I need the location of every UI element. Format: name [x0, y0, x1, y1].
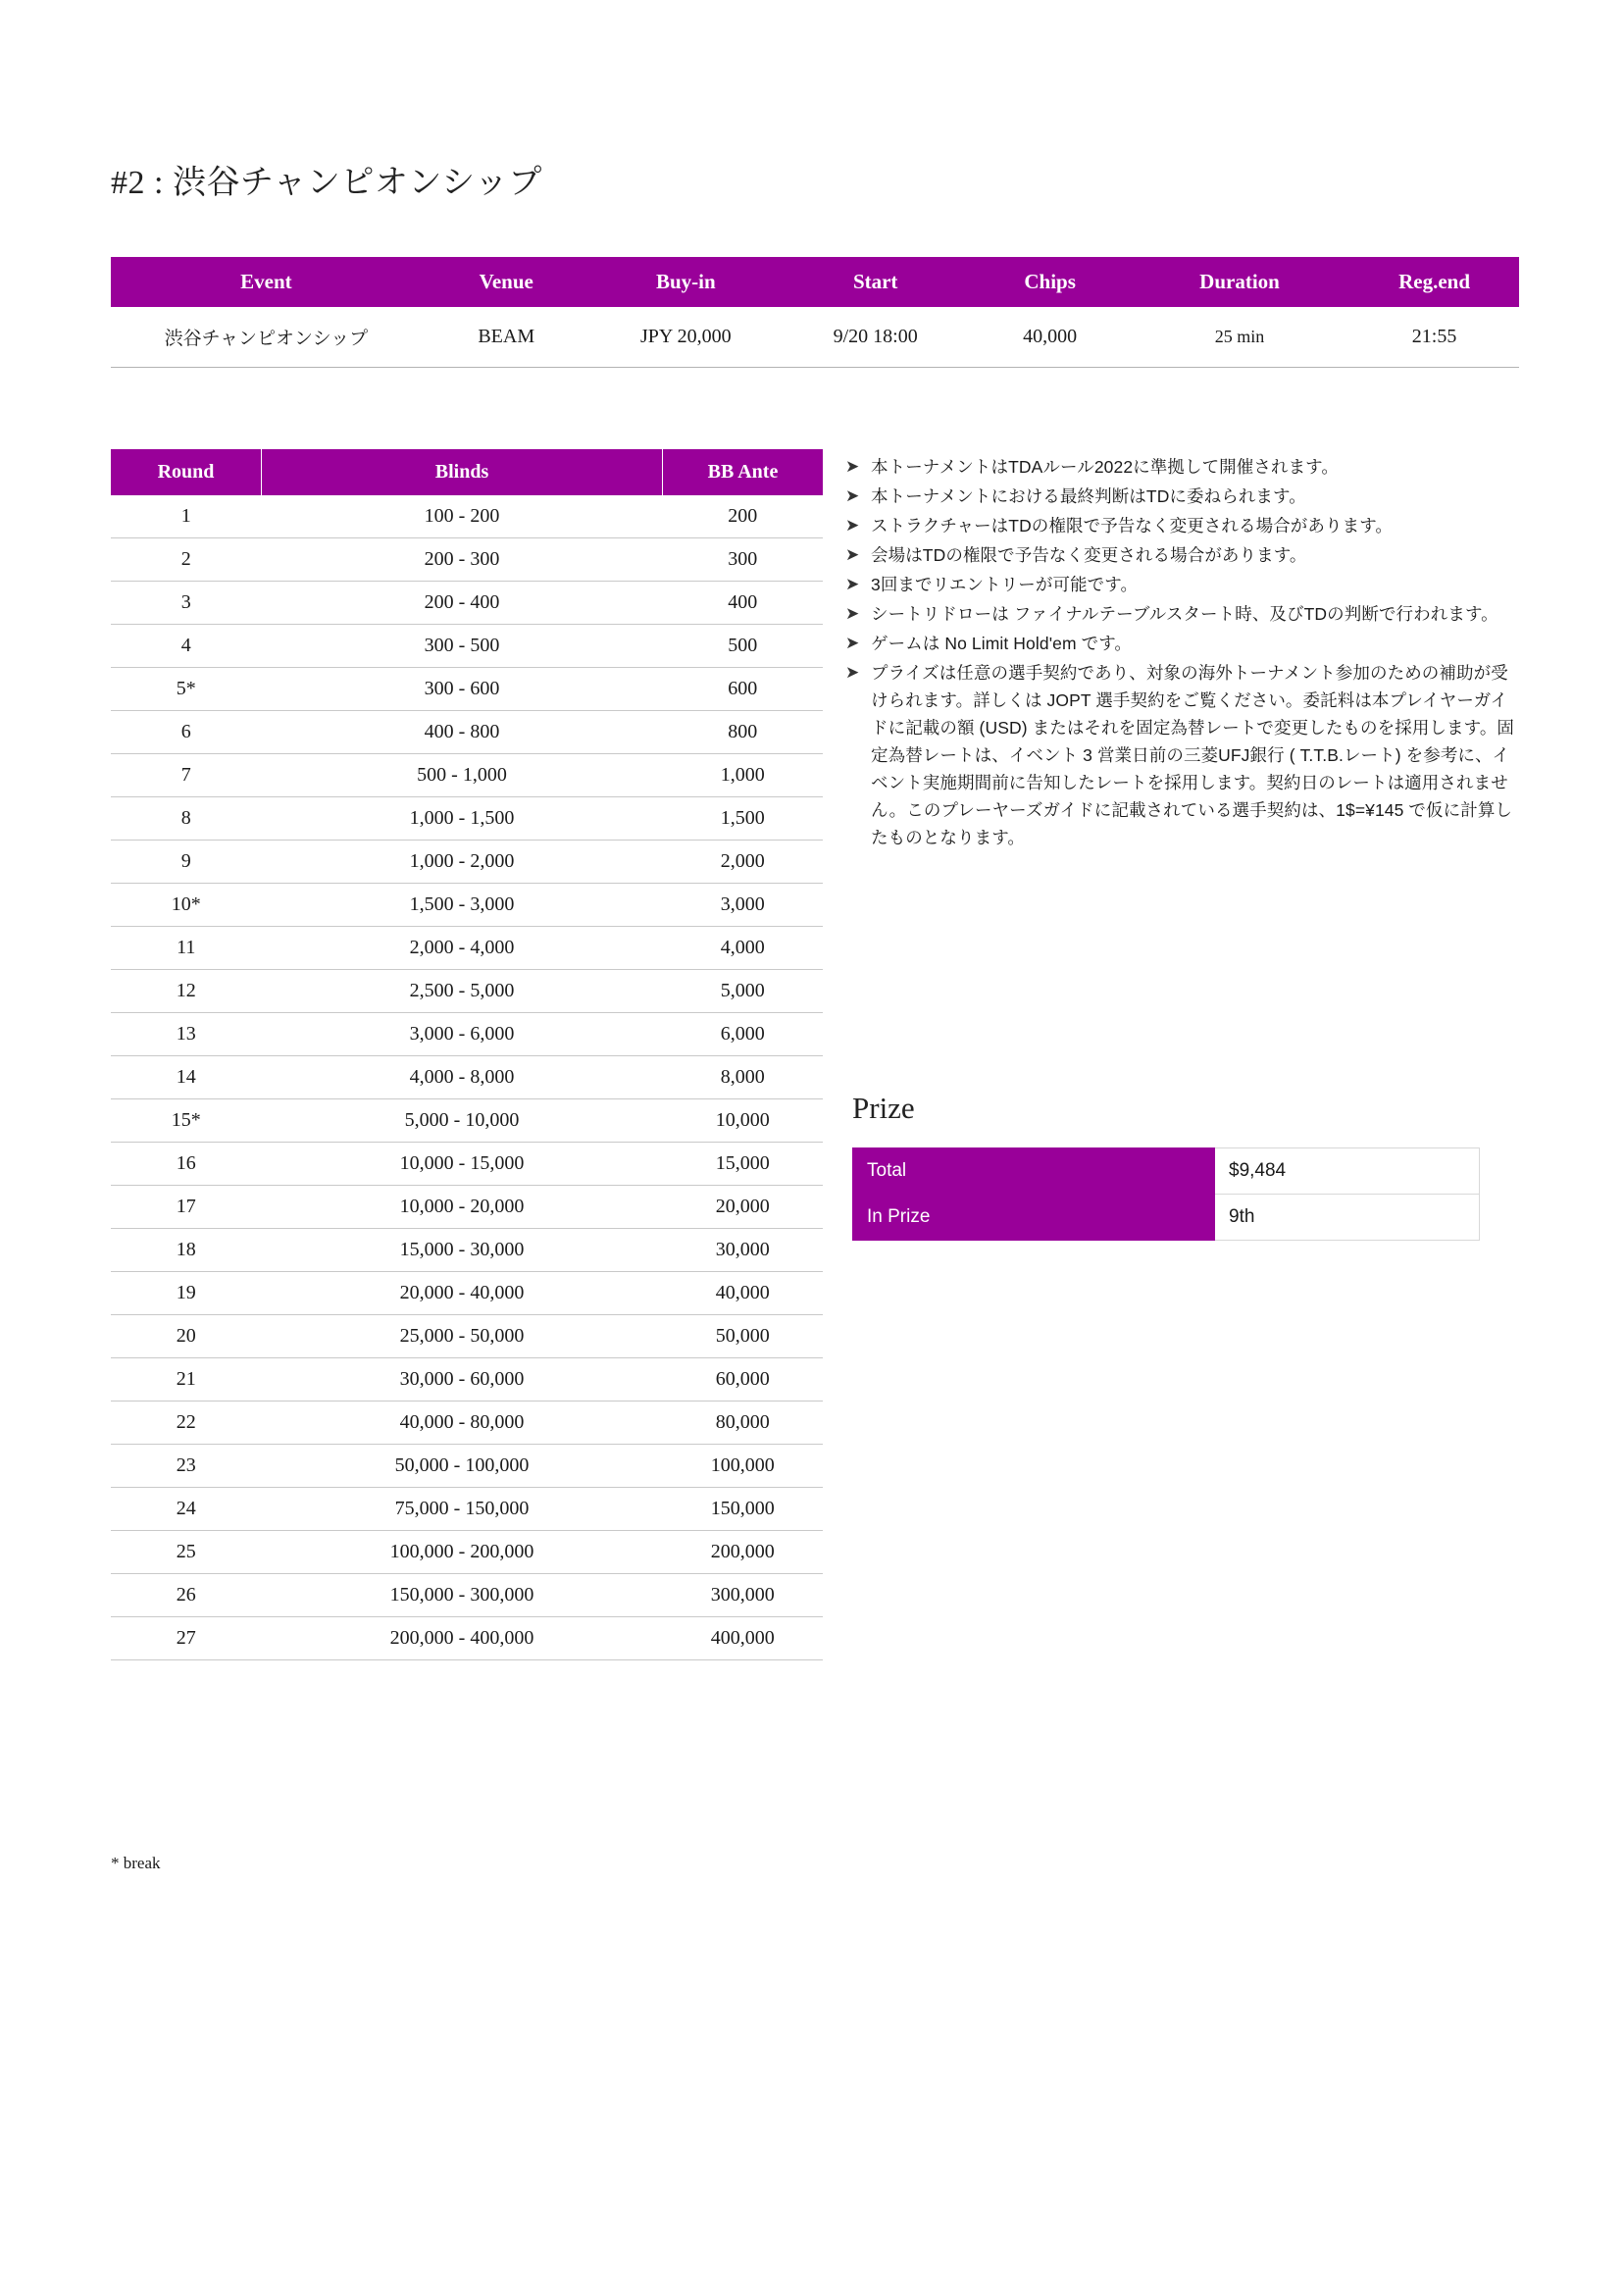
- table-row: [111, 754, 823, 797]
- cell-regend: 21:55: [1349, 307, 1519, 368]
- cell-blinds: 25,000 - 50,000: [262, 1315, 663, 1358]
- list-item: [845, 571, 1522, 598]
- cell-bbante: 800: [663, 711, 824, 754]
- cell-round: 23: [111, 1445, 262, 1488]
- prize-label: Total: [853, 1148, 1215, 1195]
- cell-round: 10*: [111, 884, 262, 927]
- cell-round: 13: [111, 1013, 262, 1056]
- rule-text: 本トーナメントにおける最終判断はTDに委ねられます。: [871, 486, 1306, 506]
- cell-bbante: 4,000: [663, 927, 824, 970]
- cell-round: 4: [111, 625, 262, 668]
- rule-text: 3回までリエントリーが可能です。: [871, 575, 1139, 594]
- cell-round: 6: [111, 711, 262, 754]
- structure-body: [111, 495, 823, 1660]
- cell-round: 12: [111, 970, 262, 1013]
- arrow-bullet-icon: ➤: [845, 486, 860, 505]
- cell-round: 11: [111, 927, 262, 970]
- table-row: [111, 1272, 823, 1315]
- cell-bbante: 20,000: [663, 1186, 824, 1229]
- cell-round: 9: [111, 841, 262, 884]
- table-row: [111, 495, 823, 538]
- cell-round: 16: [111, 1143, 262, 1186]
- table-row: [111, 1013, 823, 1056]
- table-row: [111, 1402, 823, 1445]
- arrow-bullet-icon: ➤: [845, 457, 860, 476]
- cell-bbante: 100,000: [663, 1445, 824, 1488]
- cell-blinds: 5,000 - 10,000: [262, 1099, 663, 1143]
- cell-buyin: JPY 20,000: [591, 307, 781, 368]
- cell-bbante: 300: [663, 538, 824, 582]
- cell-blinds: 20,000 - 40,000: [262, 1272, 663, 1315]
- table-row: [111, 625, 823, 668]
- table-row: [111, 841, 823, 884]
- cell-bbante: 3,000: [663, 884, 824, 927]
- cell-blinds: 2,000 - 4,000: [262, 927, 663, 970]
- cell-bbante: 80,000: [663, 1402, 824, 1445]
- rule-text: プライズは任意の選手契約であり、対象の海外トーナメント参加のための補助が受けられます。詳しくは JOPT 選手契約をご覧ください。委託料は本プレイヤーガイドに記載の額 (USD) またはそれを固定為替レートで変更したものを採用します。固定為替レートは、イベント 3 営業日前の三菱UFJ銀行 ( T.T.B.レート) を参考に、イベント実施期間前に告知したレートを採用します。契約日のレートは適用されません。このプレーヤーズガイドに記載されている選手契約は、1$=¥145 で仮に計算したものとなります。: [871, 663, 1515, 847]
- cell-bbante: 5,000: [663, 970, 824, 1013]
- cell-blinds: 10,000 - 15,000: [262, 1143, 663, 1186]
- cell-bbante: 15,000: [663, 1143, 824, 1186]
- cell-bbante: 400: [663, 582, 824, 625]
- table-row: [111, 1315, 823, 1358]
- rule-text: ストラクチャーはTDの権限で予告なく変更される場合があります。: [871, 516, 1394, 535]
- rule-text: ゲームは No Limit Hold'em です。: [871, 634, 1133, 653]
- list-item: [845, 453, 1522, 481]
- list-item: [845, 512, 1522, 539]
- cell-round: 20: [111, 1315, 262, 1358]
- list-item: [845, 630, 1522, 657]
- table-row: [111, 1099, 823, 1143]
- break-footnote: * break: [111, 1854, 161, 1872]
- table-row: [111, 1186, 823, 1229]
- table-row: [111, 1229, 823, 1272]
- cell-bbante: 200,000: [663, 1531, 824, 1574]
- cell-bbante: 1,000: [663, 754, 824, 797]
- table-row: [111, 711, 823, 754]
- cell-blinds: 300 - 600: [262, 668, 663, 711]
- cell-round: 27: [111, 1617, 262, 1660]
- cell-bbante: 8,000: [663, 1056, 824, 1099]
- rule-text: 会場はTDの権限で予告なく変更される場合があります。: [871, 545, 1307, 565]
- column-header-duration: Duration: [1130, 257, 1349, 307]
- cell-blinds: 400 - 800: [262, 711, 663, 754]
- table-row: [111, 884, 823, 927]
- cell-bbante: 50,000: [663, 1315, 824, 1358]
- table-row: [111, 1617, 823, 1660]
- rule-text: シートリドローは ファイナルテーブルスタート時、及びTDの判断で行われます。: [871, 604, 1498, 624]
- arrow-bullet-icon: ➤: [845, 634, 860, 652]
- cell-round: 26: [111, 1574, 262, 1617]
- structure-section: [111, 449, 797, 1660]
- list-item: [845, 600, 1522, 628]
- cell-start: 9/20 18:00: [781, 307, 970, 368]
- cell-round: 7: [111, 754, 262, 797]
- table-row: [853, 1195, 1480, 1241]
- cell-chips: 40,000: [970, 307, 1130, 368]
- list-item: [845, 541, 1522, 569]
- column-header-buyin: Buy-in: [591, 257, 781, 307]
- cell-round: 18: [111, 1229, 262, 1272]
- cell-round: 15*: [111, 1099, 262, 1143]
- column-header-blinds: Blinds: [262, 449, 663, 495]
- cell-round: 19: [111, 1272, 262, 1315]
- cell-blinds: 150,000 - 300,000: [262, 1574, 663, 1617]
- prize-body: [853, 1148, 1480, 1241]
- column-header-event: Event: [111, 257, 422, 307]
- prize-value: $9,484: [1215, 1148, 1480, 1195]
- cell-round: 14: [111, 1056, 262, 1099]
- cell-round: 24: [111, 1488, 262, 1531]
- cell-round: 22: [111, 1402, 262, 1445]
- cell-round: 2: [111, 538, 262, 582]
- structure-header-row: [111, 449, 823, 495]
- arrow-bullet-icon: ➤: [845, 516, 860, 535]
- table-row: [111, 1143, 823, 1186]
- event-info-row: [111, 307, 1519, 368]
- cell-blinds: 15,000 - 30,000: [262, 1229, 663, 1272]
- cell-blinds: 1,000 - 2,000: [262, 841, 663, 884]
- column-header-bbante: BB Ante: [663, 449, 824, 495]
- cell-round: 21: [111, 1358, 262, 1402]
- arrow-bullet-icon: ➤: [845, 604, 860, 623]
- table-row: [111, 1574, 823, 1617]
- column-header-start: Start: [781, 257, 970, 307]
- page-title: #2 : 渋谷チャンピオンシップ: [111, 165, 542, 201]
- table-row: [111, 582, 823, 625]
- cell-blinds: 100 - 200: [262, 495, 663, 538]
- table-row: [111, 1445, 823, 1488]
- cell-bbante: 60,000: [663, 1358, 824, 1402]
- cell-bbante: 400,000: [663, 1617, 824, 1660]
- cell-bbante: 10,000: [663, 1099, 824, 1143]
- table-row: [111, 797, 823, 841]
- cell-blinds: 50,000 - 100,000: [262, 1445, 663, 1488]
- cell-blinds: 200 - 400: [262, 582, 663, 625]
- cell-blinds: 100,000 - 200,000: [262, 1531, 663, 1574]
- prize-heading: Prize: [852, 1091, 915, 1125]
- cell-blinds: 500 - 1,000: [262, 754, 663, 797]
- cell-bbante: 200: [663, 495, 824, 538]
- cell-round: 3: [111, 582, 262, 625]
- cell-blinds: 2,500 - 5,000: [262, 970, 663, 1013]
- rules-list: [845, 453, 1522, 853]
- table-row: [111, 668, 823, 711]
- prize-label: In Prize: [853, 1195, 1215, 1241]
- cell-round: 17: [111, 1186, 262, 1229]
- event-info-table: [111, 257, 1519, 368]
- column-header-venue: Venue: [422, 257, 591, 307]
- prize-table: [852, 1147, 1480, 1241]
- prize-value: 9th: [1215, 1195, 1480, 1241]
- table-row: [111, 927, 823, 970]
- cell-blinds: 200 - 300: [262, 538, 663, 582]
- cell-bbante: 6,000: [663, 1013, 824, 1056]
- cell-blinds: 300 - 500: [262, 625, 663, 668]
- table-row: [111, 538, 823, 582]
- cell-bbante: 500: [663, 625, 824, 668]
- cell-bbante: 40,000: [663, 1272, 824, 1315]
- cell-bbante: 30,000: [663, 1229, 824, 1272]
- cell-blinds: 30,000 - 60,000: [262, 1358, 663, 1402]
- cell-venue: BEAM: [422, 307, 591, 368]
- cell-bbante: 150,000: [663, 1488, 824, 1531]
- column-header-regend: Reg.end: [1349, 257, 1519, 307]
- table-row: [853, 1148, 1480, 1195]
- column-header-chips: Chips: [970, 257, 1130, 307]
- cell-bbante: 1,500: [663, 797, 824, 841]
- cell-blinds: 75,000 - 150,000: [262, 1488, 663, 1531]
- table-row: [111, 1056, 823, 1099]
- arrow-bullet-icon: ➤: [845, 663, 860, 682]
- cell-blinds: 200,000 - 400,000: [262, 1617, 663, 1660]
- cell-blinds: 40,000 - 80,000: [262, 1402, 663, 1445]
- table-row: [111, 1358, 823, 1402]
- cell-blinds: 4,000 - 8,000: [262, 1056, 663, 1099]
- cell-duration: 25 min: [1130, 307, 1349, 368]
- table-row: [111, 1531, 823, 1574]
- cell-blinds: 1,000 - 1,500: [262, 797, 663, 841]
- cell-bbante: 300,000: [663, 1574, 824, 1617]
- table-row: [111, 970, 823, 1013]
- cell-bbante: 600: [663, 668, 824, 711]
- list-item: [845, 483, 1522, 510]
- cell-round: 25: [111, 1531, 262, 1574]
- rule-text: 本トーナメントはTDAルール2022に準拠して開催されます。: [871, 457, 1339, 477]
- cell-round: 5*: [111, 668, 262, 711]
- cell-round: 8: [111, 797, 262, 841]
- arrow-bullet-icon: ➤: [845, 545, 860, 564]
- table-row: [111, 1488, 823, 1531]
- cell-bbante: 2,000: [663, 841, 824, 884]
- list-item: [845, 659, 1522, 851]
- cell-blinds: 3,000 - 6,000: [262, 1013, 663, 1056]
- column-header-round: Round: [111, 449, 262, 495]
- event-info-header-row: [111, 257, 1519, 307]
- cell-blinds: 10,000 - 20,000: [262, 1186, 663, 1229]
- cell-round: 1: [111, 495, 262, 538]
- cell-blinds: 1,500 - 3,000: [262, 884, 663, 927]
- cell-event-name: 渋谷チャンピオンシップ: [111, 307, 422, 368]
- arrow-bullet-icon: ➤: [845, 575, 860, 593]
- blind-structure-table: [111, 449, 823, 1660]
